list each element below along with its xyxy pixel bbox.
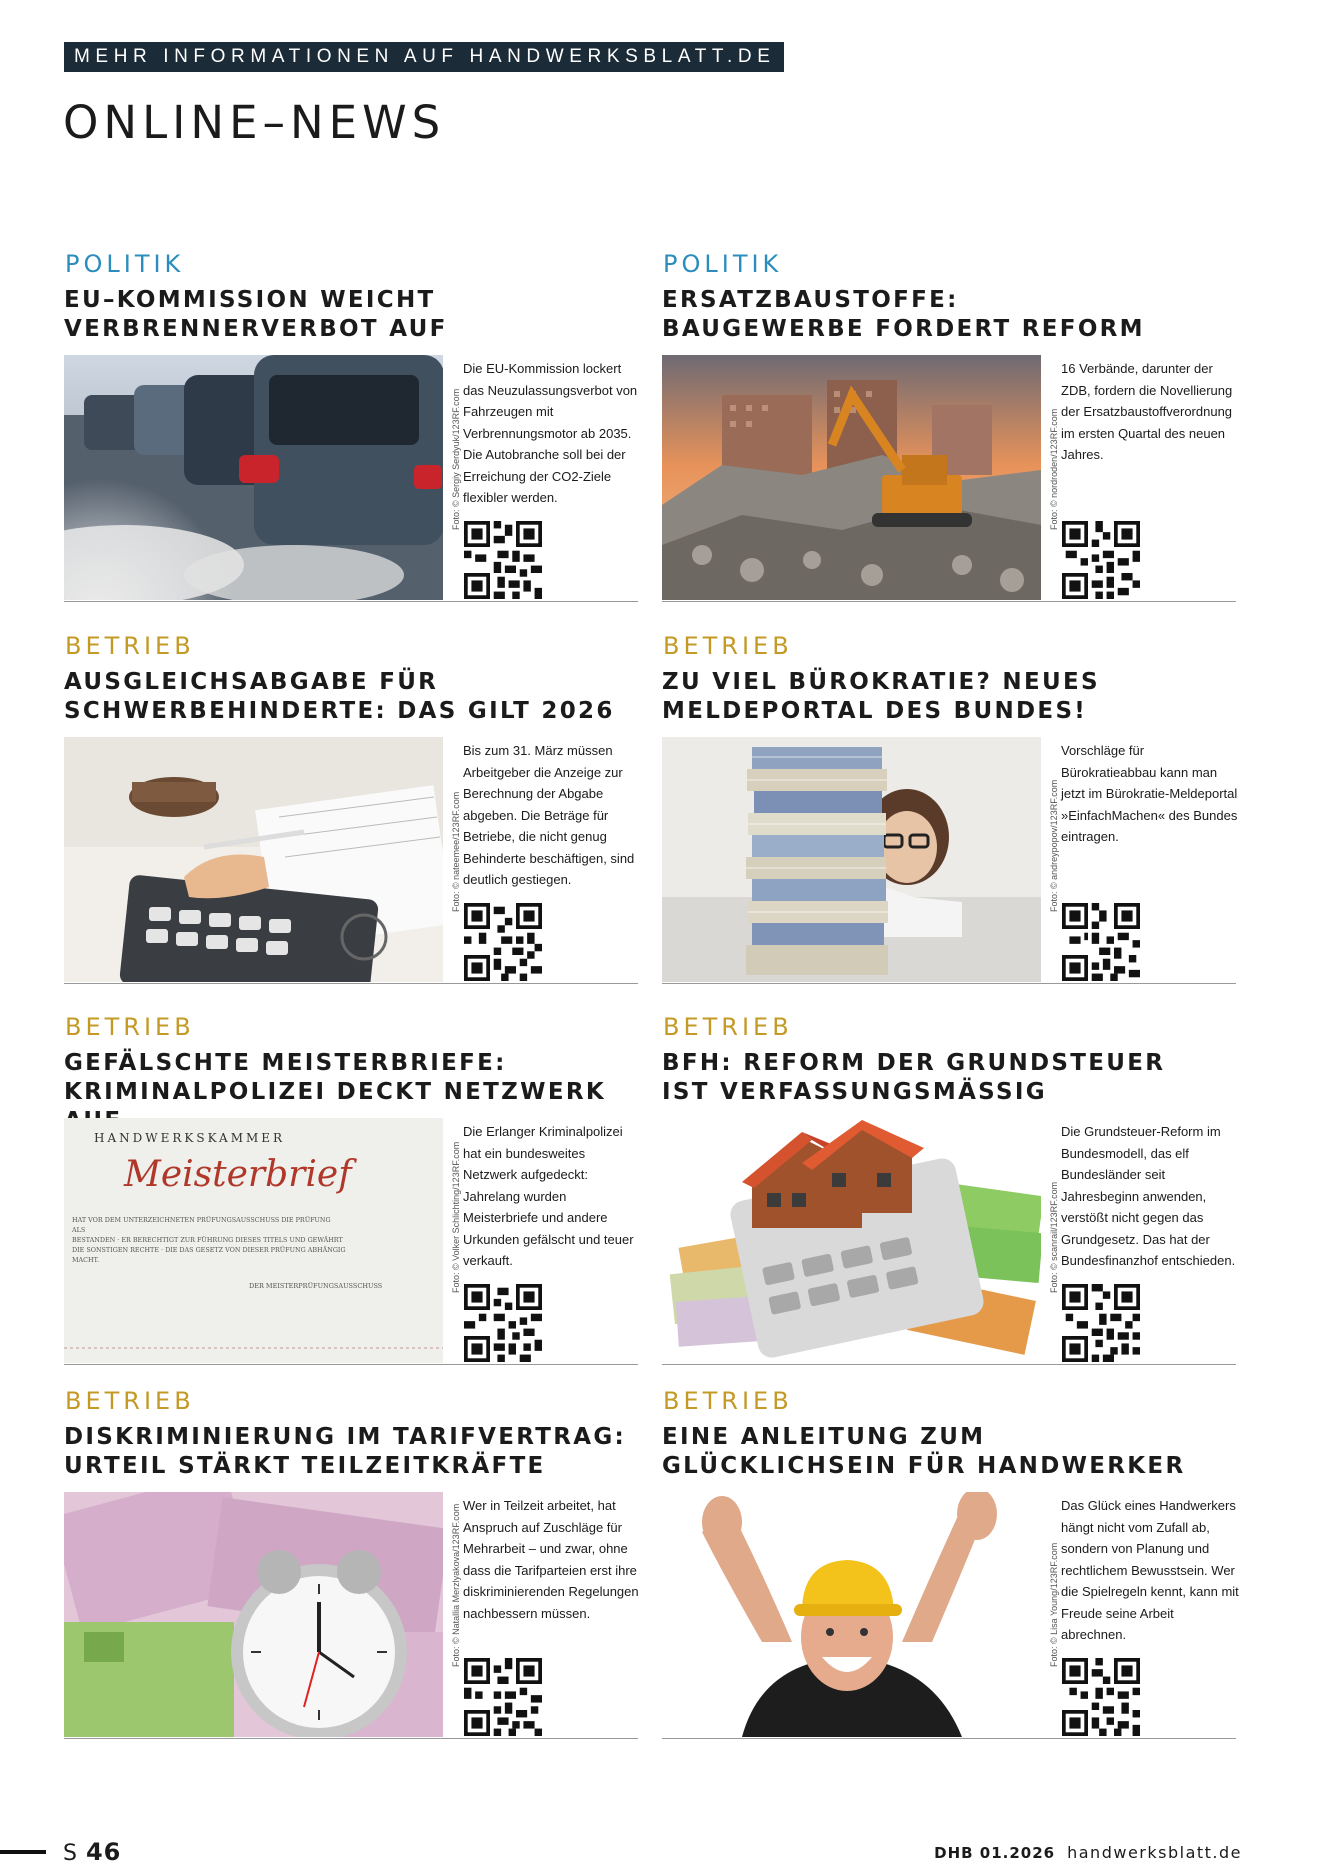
qr-code-icon[interactable] [464, 903, 542, 981]
page-number: S 46 [63, 1838, 122, 1866]
clock-money-photo[interactable] [64, 1492, 443, 1737]
issue-info [934, 1843, 1242, 1862]
news-card[interactable] [662, 1013, 1236, 1393]
qr-code-icon[interactable] [464, 1658, 542, 1736]
card-divider [64, 1738, 638, 1739]
category-label: BETRIEB [65, 632, 195, 660]
news-card[interactable] [662, 1387, 1239, 1767]
document-line: DIE SONSTIGEN RECHTE · DIE DAS GESETZ VON DIESER PRÜFUNG ABHÄNGIG [72, 1246, 346, 1254]
house-money-photo[interactable] [662, 1118, 1041, 1363]
category-label: POLITIK [663, 250, 783, 278]
photo-credit: Foto: © Lisa Young/123RF.com [1049, 1542, 1059, 1667]
qr-code-icon[interactable] [1062, 521, 1140, 599]
photo-credit: Foto: © Sergiy Serdyuk/123RF.com [451, 388, 461, 530]
paper-stack-photo[interactable] [662, 737, 1041, 982]
document-line: ALS [72, 1226, 86, 1234]
happy-worker-photo[interactable] [662, 1492, 1041, 1737]
headline[interactable]: EINE ANLEITUNG ZUM GLÜCKLICHSEIN FÜR HANDWERKER [662, 1424, 1186, 1479]
document-line: MACHT. [72, 1256, 99, 1264]
news-card[interactable] [662, 632, 1236, 1012]
qr-code-icon[interactable] [1062, 903, 1140, 981]
photo-credit: Foto: © scanrail/123RF.com [1049, 1181, 1059, 1293]
topbar-banner [64, 42, 784, 72]
qr-code-icon[interactable] [1062, 1658, 1140, 1736]
issue-label: DHB 01.2026 [934, 1844, 1056, 1862]
page-title: ONLINE–NEWS [63, 96, 446, 149]
category-label: BETRIEB [663, 632, 793, 660]
document-title: Meisterbrief [124, 1154, 352, 1195]
meisterbrief-photo[interactable] [64, 1118, 443, 1363]
teaser-text: Die Grundsteuer-Reform im Bundesmodell, das elf Bundesländer seit Jahresbeginn anwenden, verstößt nicht gegen das Grundgesetz. Das hat der Bundesfinanzhof entschieden. [1061, 1124, 1236, 1268]
site-link[interactable]: handwerksblatt.de [1067, 1843, 1242, 1862]
document-line: HAT VOR DEM UNTERZEICHNETEN PRÜFUNGSAUSSCHUSS DIE PRÜFUNG [72, 1216, 331, 1224]
category-label: POLITIK [65, 250, 185, 278]
news-card[interactable] [64, 250, 638, 630]
footer-bar [0, 1850, 46, 1854]
teaser-text: 16 Verbände, darunter der ZDB, fordern die Novellierung der Ersatzbaustoffverordnung im ersten Quartal des neuen Jahres. [1061, 361, 1233, 462]
document-line: BESTANDEN · ER BERECHTIGT ZUR FÜHRUNG DIESES TITELS UND GEWÄHRT [72, 1236, 343, 1244]
category-label: BETRIEB [663, 1013, 793, 1041]
headline[interactable]: DISKRIMINIERUNG IM TARIFVERTRAG: URTEIL STÄRKT TEILZEITKRÄFTE [64, 1424, 626, 1479]
headline[interactable]: EU–KOMMISSION WEICHT VERBRENNERVERBOT AUF [64, 287, 448, 342]
card-divider [64, 983, 638, 984]
excavator-rubble-photo[interactable] [662, 355, 1041, 600]
news-card[interactable] [662, 250, 1236, 630]
photo-credit: Foto: © andreypopov/123RF.com [1049, 779, 1059, 912]
news-card[interactable] [64, 1387, 638, 1767]
document-heading: HANDWERKSKAMMER [94, 1131, 286, 1145]
headline[interactable]: GEFÄLSCHTE MEISTERBRIEFE: KRIMINALPOLIZEI DECKT NETZWERK [64, 1050, 606, 1105]
headline[interactable]: ZU VIEL BÜROKRATIE? NEUES MELDEPORTAL DES BUNDES! [662, 669, 1100, 724]
headline[interactable]: ERSATZBAUSTOFFE: BAUGEWERBE FORDERT REFORM [662, 287, 1145, 342]
photo-credit: Foto: © Natallia Merzlyakova/123RF.com [451, 1503, 461, 1667]
qr-code-icon[interactable] [1062, 1284, 1140, 1362]
card-divider [64, 601, 638, 602]
photo-credit: Foto: © nateemee/123RF.com [451, 791, 461, 912]
photo-credit: Foto: © nordroden/123RF.com [1049, 408, 1059, 530]
teaser-text: Vorschläge für Bürokratieabbau kann man jetzt im Bürokratie-Meldeportal »EinfachMachen« des Bundes eintragen. [1061, 743, 1238, 844]
qr-code-icon[interactable] [464, 1284, 542, 1362]
teaser-text: Wer in Teilzeit arbeitet, hat Anspruch auf Zuschläge für Mehrarbeit – und zwar, ohne dass die Tarifparteien erst ihre diskriminierenden Regelungen nachbessern müssen. [463, 1498, 639, 1621]
card-divider [662, 983, 1236, 984]
news-card[interactable] [64, 1013, 638, 1393]
category-label: BETRIEB [65, 1387, 195, 1415]
headline[interactable]: AUSGLEICHSABGABE FÜR SCHWERBEHINDERTE: DAS GILT 2026 [64, 669, 615, 724]
qr-code-icon[interactable] [464, 521, 542, 599]
calculator-photo[interactable] [64, 737, 443, 982]
topbar-text: MEHR INFORMATIONEN AUF HANDWERKSBLATT.DE [74, 46, 776, 67]
teaser-text: Die Erlanger Kriminalpolizei hat ein bundesweites Netzwerk aufgedeckt: Jahrelang wurden Meisterbriefe und andere Urkunden gefälscht und teuer verkauft. [463, 1124, 634, 1268]
teaser-text: Bis zum 31. März müssen Arbeitgeber die Anzeige zur Berechnung der Abgabe abgeben. Die Beträge für Betriebe, die nicht genug Behinderte beschäftigen, sind deutlich gestiegen. [463, 743, 635, 887]
card-divider [64, 1364, 638, 1365]
news-card[interactable] [64, 632, 638, 1012]
category-label: BETRIEB [65, 1013, 195, 1041]
card-divider [662, 601, 1236, 602]
traffic-exhaust-photo[interactable] [64, 355, 443, 600]
photo-credit: Foto: © Volker Schlichting/123RF.com [451, 1141, 461, 1293]
teaser-text: Das Glück eines Handwerkers hängt nicht vom Zufall ab, sondern von Planung und rechtlichem Bewusstsein. Wer die Spielregeln kennt, kann mit Freude seine Arbeit abrechnen. [1061, 1498, 1239, 1642]
card-divider [662, 1738, 1236, 1739]
headline[interactable]: BFH: REFORM DER GRUNDSTEUER IST VERFASSUNGSMÄSSIG [662, 1050, 1166, 1105]
document-signature-line: DER MEISTERPRÜFUNGSAUSSCHUSS [249, 1282, 383, 1290]
card-divider [662, 1364, 1236, 1365]
category-label: BETRIEB [663, 1387, 793, 1415]
teaser-text: Die EU-Kommission lockert das Neuzulassungsverbot von Fahrzeugen mit Verbrennungsmotor ab 2035. Die Autobranche soll bei der Erreichung der CO2-Ziele flexibler werden. [463, 361, 638, 505]
